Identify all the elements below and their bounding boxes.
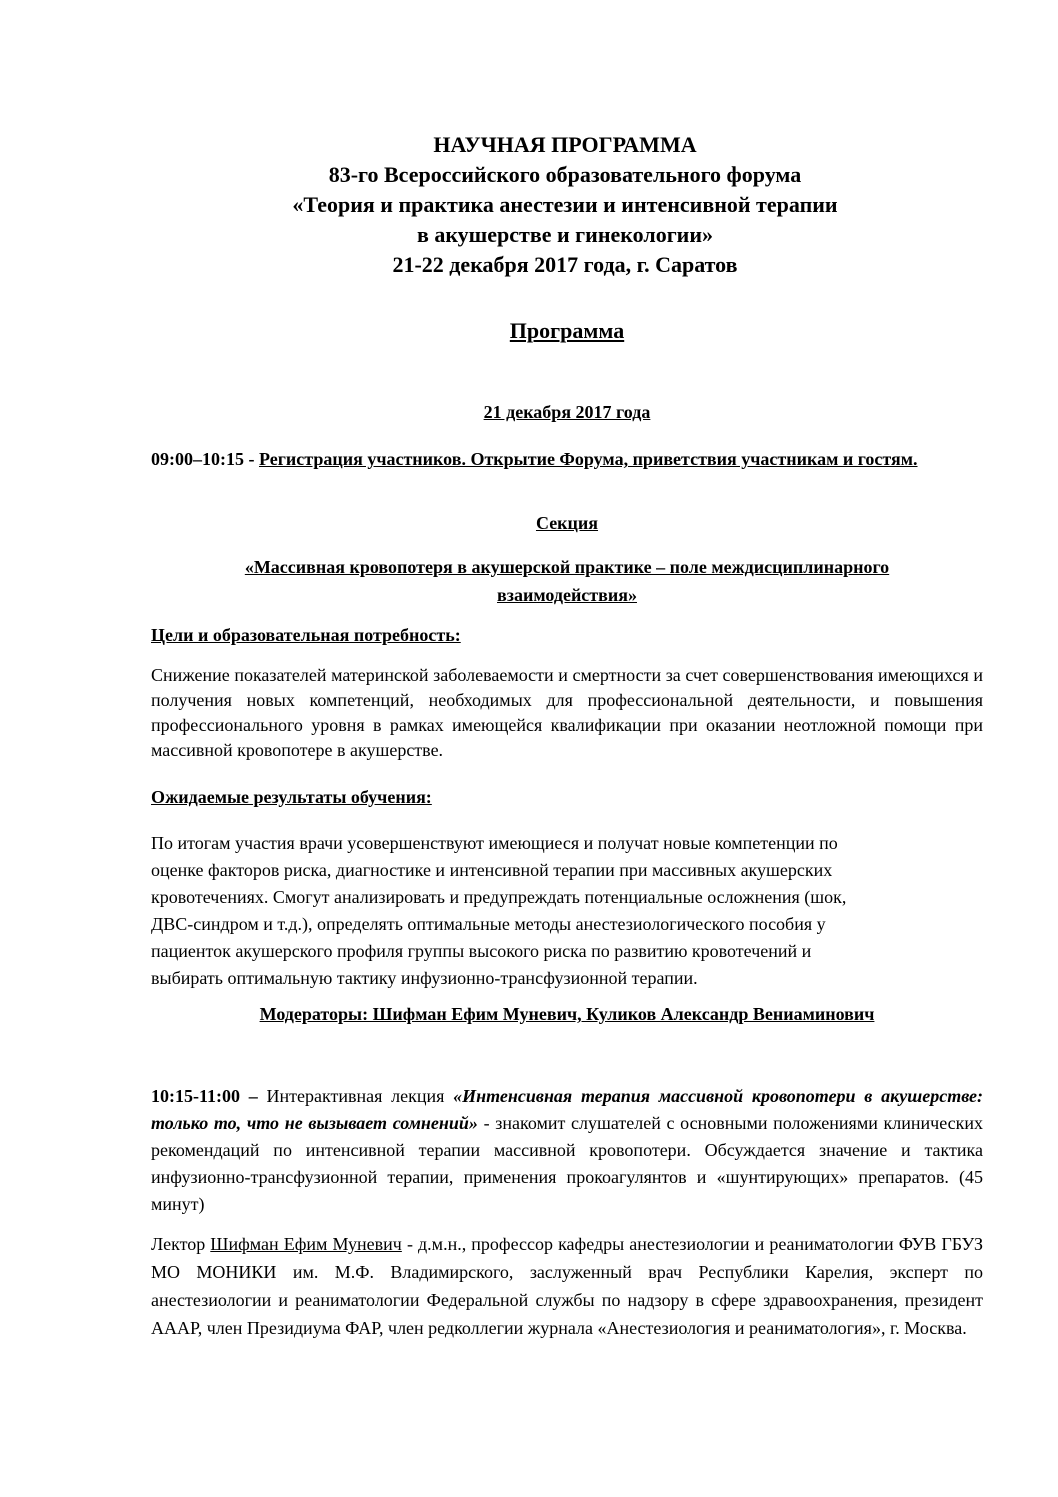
results-line: кровотечениях. Смогут анализировать и предупреждать потенциальные осложнения (шок, (151, 887, 847, 907)
registration-time: 09:00–10:15 - (151, 449, 259, 469)
lector-bio: - д.м.н., профессор кафедры анестезиологии и реаниматологии ФУВ ГБУЗ МО МОНИКИ им. М.Ф. Владимирского, заслуженный врач Республики Карелия, эксперт по анестезиологии и реаниматологии Федеральной службы по надзору в сфере здравоохранения, президент АААР, член Президиума ФАР, член редколлегии журнала «Анестезиология и реаниматология», г. Москва. (151, 1234, 984, 1338)
section-title: «Массивная кровопотеря в акушерской практике – поле междисциплинарного взаимодействия» (244, 557, 890, 605)
document-title (0, 130, 1058, 280)
results-line: оценке факторов риска, диагностике и интенсивной терапии при массивных акушерских (151, 860, 833, 880)
day-heading: 21 декабря 2017 года (483, 402, 651, 422)
title-line-3: «Теория и практика анестезии и интенсивной терапии (292, 192, 838, 217)
lecture-title: «Интенсивная терапия массивной кровопотери в акушерстве: только то, что не вызывает сомнений» (151, 1086, 983, 1133)
results-line: По итогам участия врачи усовершенствуют имеющиеся и получат новые компетенции по (151, 833, 838, 853)
lecture-time: 10:15-11:00 – (151, 1086, 267, 1106)
lector-entry (151, 1230, 983, 1342)
title-line-4: в акушерстве и гинекологии» (416, 222, 714, 247)
results-heading: Ожидаемые результаты обучения: (151, 787, 432, 807)
results-line: ДВС-синдром и т.д.), определять оптимальные методы анестезиологического пособия у (151, 914, 826, 934)
results-text (151, 830, 983, 992)
lecture-type: Интерактивная лекция (266, 1086, 454, 1106)
moderators-line: Модераторы: Шифман Ефим Муневич, Куликов Александр Вениаминович (259, 1004, 875, 1024)
section-label: Секция (535, 513, 599, 533)
goals-text: Снижение показателей материнской заболеваемости и смертности за счет совершенствования имеющихся и получения новых компетенций, необходимых для профессиональной деятельности, и повышения профессионального уровня в рамках имеющейся квалификации при оказании неотложной помощи при массивной кровопотере в акушерстве. (151, 665, 983, 760)
lector-prefix: Лектор (151, 1234, 211, 1254)
program-heading: Программа (509, 318, 625, 343)
results-line: пациенток акушерского профиля группы высокого риска по развитию кровотечений и (151, 941, 812, 961)
registration-text: Регистрация участников. Открытие Форума, приветствия участникам и гостям. (258, 449, 918, 469)
title-line-1: НАУЧНАЯ ПРОГРАММА (433, 132, 697, 157)
results-line: выбирать оптимальную тактику инфузионно-трансфузионной терапии. (151, 968, 698, 988)
lecture-entry (151, 1083, 983, 1218)
lector-name: Шифман Ефим Муневич (210, 1234, 402, 1254)
lecture-description: - знакомит слушателей с основными положениями клинических рекомендаций по интенсивной терапии массивной кровопотери. Обсуждается значение и тактика инфузионно-трансфузионной терапии, применения прокоагулянтов и «шунтирующих» препаратов. (45 минут) (151, 1113, 983, 1214)
registration-entry (151, 446, 983, 472)
title-line-5: 21-22 декабря 2017 года, г. Саратов (392, 252, 738, 277)
title-line-2: 83-го Всероссийского образовательного форума (328, 162, 802, 187)
goals-heading: Цели и образовательная потребность: (151, 625, 461, 645)
